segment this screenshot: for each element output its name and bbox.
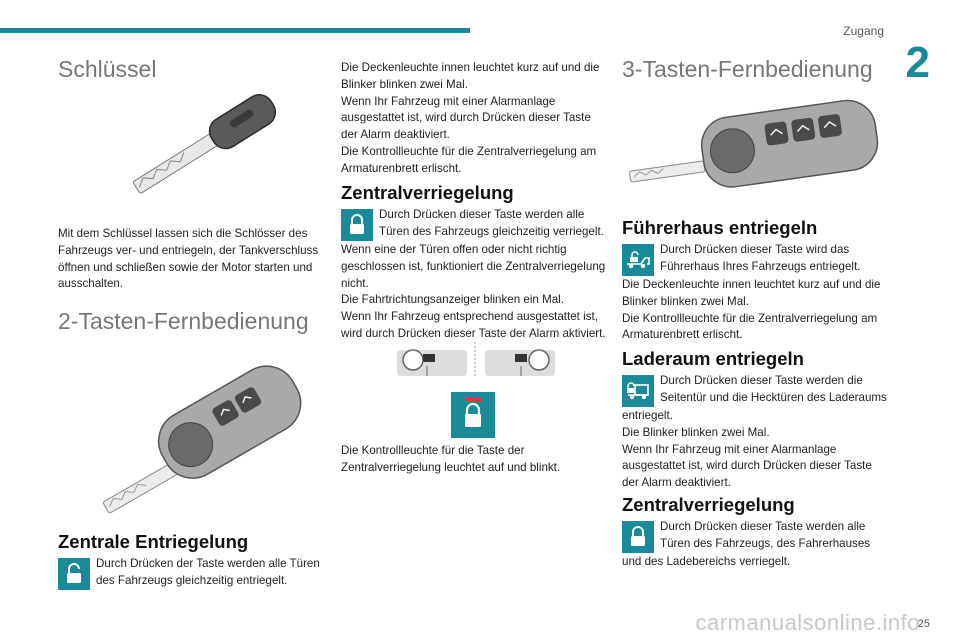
subtitle-central-lock: Zentralverriegelung xyxy=(341,182,514,203)
lock-indicator-icon xyxy=(451,392,495,438)
central-lock-block xyxy=(341,207,606,343)
subtitle-central-unlock: Zentrale Entriegelung xyxy=(58,531,249,552)
key-illustration xyxy=(118,92,278,204)
cab-unlock-icon xyxy=(622,244,654,276)
subtitle-cab-unlock: Führerhaus entriegeln xyxy=(622,217,818,238)
page-number: 25 xyxy=(917,618,930,630)
indicator-text: Die Kontrollleuchte für die Taste der Zentralverriegelung leuchtet auf und blinkt. xyxy=(341,444,561,474)
watermark: carmanualsonline.info xyxy=(695,610,920,635)
remote-3-illustration xyxy=(622,96,887,196)
cargo-unlock-text: Durch Drücken dieser Taste werden die Seitentür und die Hecktüren des Laderaums xyxy=(660,374,887,404)
title-remote-2: 2-Tasten-Fernbedienung xyxy=(58,308,309,334)
title-key: Schlüssel xyxy=(58,56,157,82)
central-unlock-text: Durch Drücken der Taste werden alle Türen des Fahrzeugs gleichzeitig entriegelt. xyxy=(96,557,320,587)
key-description: Mit dem Schlüssel lassen sich die Schlösser des Fahrzeugs ver- und entriegeln, der Tankverschluss öffnen und schließen sowie der Motor starten und ausschalten. xyxy=(58,227,319,291)
subtitle-central-lock-3: Zentralverriegelung xyxy=(622,494,795,515)
cargo-unlock-icon xyxy=(622,375,654,407)
central-lock-3-details: und des Ladebereichs verriegelt. xyxy=(622,555,791,568)
lock-icon-3 xyxy=(622,521,654,553)
cab-unlock-text: Durch Drücken dieser Taste wird das Führerhaus Ihres Fahrzeugs entriegelt. xyxy=(660,243,861,273)
remote-2-illustration xyxy=(68,340,308,515)
title-remote-3: 3-Tasten-Fernbedienung xyxy=(622,56,873,82)
subtitle-cargo-unlock: Laderaum entriegeln xyxy=(622,348,804,369)
cab-unlock-details: Die Deckenleuchte innen leuchtet kurz auf und die Blinker blinken zwei Mal. Die Kontrollleuchte für die Zentralverriegelung am Armaturenbrett erlischt. xyxy=(622,278,881,342)
dashboard-indicator-illustration xyxy=(397,340,557,382)
cab-unlock-block xyxy=(622,242,890,344)
cargo-unlock-details: entriegelt. Die Blinker blinken zwei Mal. Wenn Ihr Fahrzeug mit einer Alarmanlage ausgestattet ist, wird durch Drücken dieser Taste der Alarm deaktiviert. xyxy=(622,409,872,490)
header-accent-bar xyxy=(0,28,470,33)
unlock-effects-text: Die Deckenleuchte innen leuchtet kurz auf und die Blinker blinken zwei Mal. Wenn Ihr Fahrzeug mit einer Alarmanlage ausgestattet ist, wird durch Drücken dieser Taste der Alarm deaktiviert. Die Kontrollleuchte für die Zentralverriegelung am Armaturenbrett erlischt. xyxy=(341,61,600,175)
chapter-number: 2 xyxy=(905,38,930,87)
cargo-unlock-block xyxy=(622,373,890,492)
central-lock-details: Wenn eine der Türen offen oder nicht richtig geschlossen ist, funktioniert die Zentralverriegelung nicht. Die Fahrtrichtungsanzeiger blinken ein Mal. Wenn Ihr Fahrzeug entsprechend ausgestattet ist, wird durch Drücken dieser Taste der Alarm aktiviert. xyxy=(341,243,606,340)
central-lock-text: Durch Drücken dieser Taste werden alle Türen des Fahrzeugs gleichzeitig verriegelt. xyxy=(379,208,604,238)
central-unlock-block xyxy=(58,556,326,591)
lock-icon xyxy=(341,209,373,241)
unlock-icon xyxy=(58,558,90,590)
central-lock-3-block xyxy=(622,519,890,571)
central-lock-3-text: Durch Drücken dieser Taste werden alle Türen des Fahrzeugs, des Fahrerhauses xyxy=(660,520,871,550)
section-label: Zugang xyxy=(843,24,884,38)
